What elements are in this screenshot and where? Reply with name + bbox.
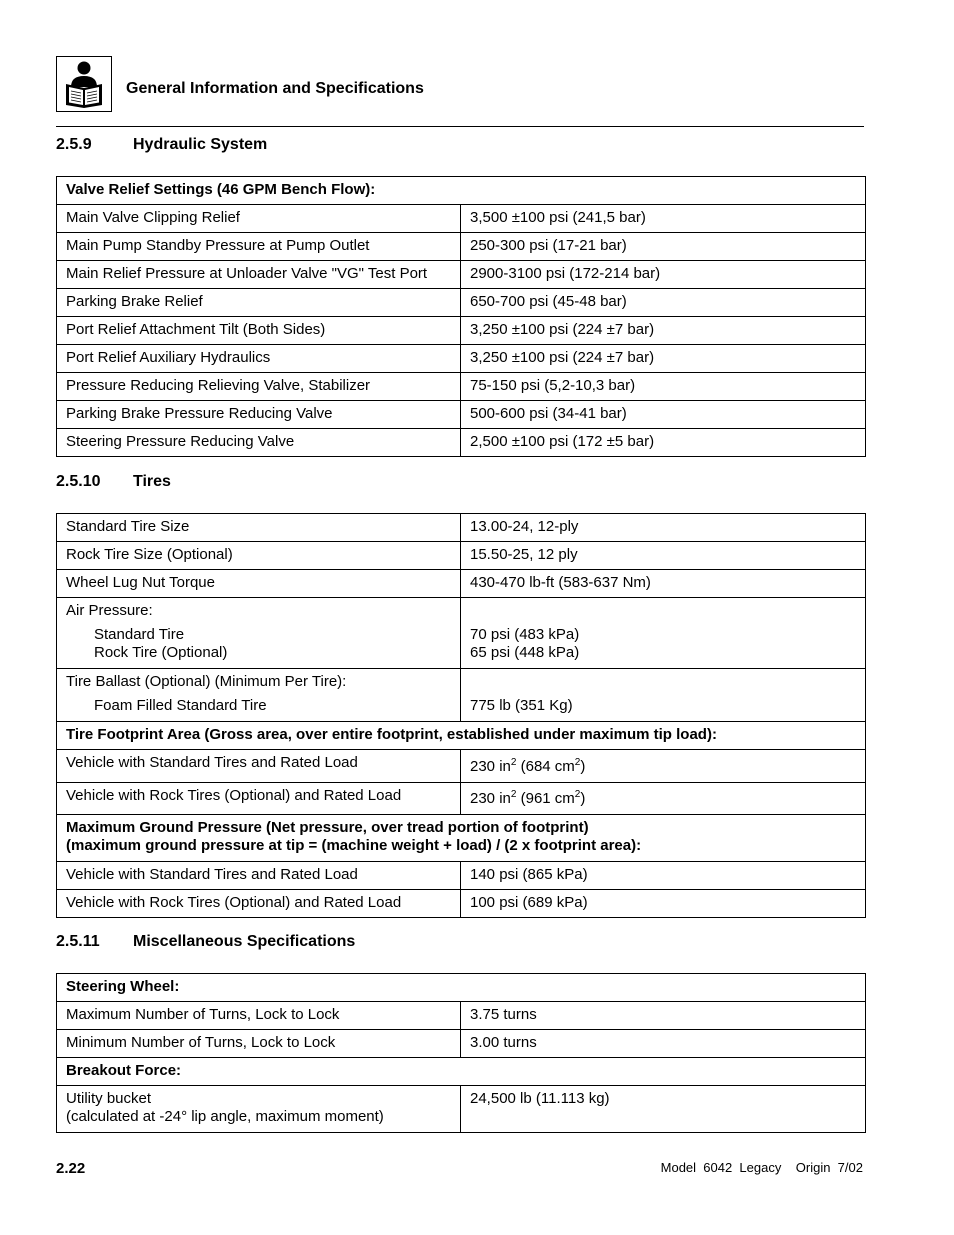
spec-label: Maximum Number of Turns, Lock to Lock — [57, 1002, 461, 1030]
table-heading-row — [57, 815, 866, 862]
value-part: ) — [580, 790, 586, 807]
spec-label: Utility bucket — [66, 1090, 152, 1107]
table-heading-row — [57, 1058, 866, 1086]
section-heading-hydraulic — [56, 136, 456, 156]
spec-value: 3.00 turns — [461, 1030, 866, 1058]
section-title: Hydraulic System — [133, 136, 268, 153]
table-title-row — [57, 177, 866, 205]
empty-line — [470, 602, 856, 626]
page-number: 2.22 — [56, 1160, 86, 1177]
section-number: 2.5.11 — [56, 933, 100, 950]
table-row — [57, 890, 866, 918]
spec-label: Vehicle with Standard Tires and Rated Load — [57, 862, 461, 890]
spec-label: Air Pressure: — [66, 602, 153, 619]
spec-label: Pressure Reducing Relieving Valve, Stabilizer — [57, 373, 461, 401]
table-row — [57, 862, 866, 890]
value-part: 230 in — [470, 758, 511, 775]
spec-value: 2,500 ±100 psi (172 ±5 bar) — [461, 429, 866, 457]
section-heading-tires — [56, 473, 456, 493]
superscript: 2 — [574, 757, 581, 768]
spec-label: Vehicle with Rock Tires (Optional) and Rated Load — [57, 890, 461, 918]
heading-line: Maximum Ground Pressure (Net pressure, over tread portion of footprint) — [66, 819, 589, 836]
table-row — [57, 1030, 866, 1058]
spec-label: Parking Brake Relief — [57, 289, 461, 317]
empty-line — [470, 673, 856, 697]
spec-label: Vehicle with Standard Tires and Rated Load — [57, 750, 461, 783]
heading-line: (maximum ground pressure at tip = (machine weight + load) / (2 x footprint area): — [66, 837, 642, 854]
spec-value: 3.75 turns — [461, 1002, 866, 1030]
value-part: (961 cm — [516, 790, 575, 807]
table-row — [57, 401, 866, 429]
table-heading-row — [57, 974, 866, 1002]
spec-value: 3,250 ±100 psi (224 ±7 bar) — [461, 345, 866, 373]
spec-label: Port Relief Attachment Tilt (Both Sides) — [57, 317, 461, 345]
table-title: Valve Relief Settings (46 GPM Bench Flow): — [57, 177, 866, 205]
footer-model-info: Model 6042 Legacy Origin 7/02 — [660, 1160, 863, 1175]
steering-heading: Steering Wheel: — [57, 974, 866, 1002]
table-row — [57, 429, 866, 457]
spec-label: Port Relief Auxiliary Hydraulics — [57, 345, 461, 373]
table-row — [57, 1002, 866, 1030]
ballast-labels — [57, 669, 461, 722]
spec-label: Wheel Lug Nut Torque — [57, 570, 461, 598]
breakout-heading: Breakout Force: — [57, 1058, 866, 1086]
spec-label: Minimum Number of Turns, Lock to Lock — [57, 1030, 461, 1058]
spec-value — [461, 783, 866, 815]
spec-label: Parking Brake Pressure Reducing Valve — [57, 401, 461, 429]
spec-value: 3,250 ±100 psi (224 ±7 bar) — [461, 317, 866, 345]
spec-value: 70 psi (483 kPa) — [470, 626, 580, 643]
spec-value: 65 psi (448 kPa) — [470, 644, 580, 661]
table-row — [57, 317, 866, 345]
ballast-values — [461, 669, 866, 722]
spec-label: Main Valve Clipping Relief — [57, 205, 461, 233]
section-title: Tires — [133, 473, 171, 490]
spec-value: 775 lb (351 Kg) — [470, 697, 573, 714]
table-row — [57, 669, 866, 722]
table-row — [57, 289, 866, 317]
table-heading-row — [57, 722, 866, 750]
misc-table — [56, 973, 866, 1133]
value-part: (684 cm — [516, 758, 575, 775]
air-pressure-labels — [57, 598, 461, 669]
air-pressure-values — [461, 598, 866, 669]
spec-sublabel: Rock Tire (Optional) — [94, 644, 228, 661]
spec-value: 2900-3100 psi (172-214 bar) — [461, 261, 866, 289]
spec-value — [461, 750, 866, 783]
spec-label-note: (calculated at -24° lip angle, maximum moment) — [66, 1108, 384, 1125]
spec-label: Main Pump Standby Pressure at Pump Outlet — [57, 233, 461, 261]
table-row — [57, 598, 866, 669]
superscript: 2 — [574, 789, 581, 800]
spec-label: Tire Ballast (Optional) (Minimum Per Tire): — [66, 673, 347, 690]
spec-label: Vehicle with Rock Tires (Optional) and Rated Load — [57, 783, 461, 815]
spec-value: 75-150 psi (5,2-10,3 bar) — [461, 373, 866, 401]
spec-value: 24,500 lb (11.113 kg) — [461, 1086, 866, 1133]
table-row — [57, 542, 866, 570]
spec-value: 13.00-24, 12-ply — [461, 514, 866, 542]
spec-value: 650-700 psi (45-48 bar) — [461, 289, 866, 317]
spec-label: Rock Tire Size (Optional) — [57, 542, 461, 570]
table-row — [57, 261, 866, 289]
superscript: 2 — [510, 789, 517, 800]
value-part: ) — [580, 758, 586, 775]
spec-label: Steering Pressure Reducing Valve — [57, 429, 461, 457]
footprint-heading: Tire Footprint Area (Gross area, over entire footprint, established under maximum tip load): — [57, 722, 866, 750]
spec-value: 15.50-25, 12 ply — [461, 542, 866, 570]
table-row — [57, 1086, 866, 1133]
table-row — [57, 783, 866, 815]
spec-value: 250-300 psi (17-21 bar) — [461, 233, 866, 261]
table-row — [57, 570, 866, 598]
tires-table — [56, 513, 866, 918]
section-heading-misc — [56, 933, 556, 953]
spec-value: 430-470 lb-ft (583-637 Nm) — [461, 570, 866, 598]
section-number: 2.5.10 — [56, 473, 101, 490]
header-divider — [56, 126, 864, 127]
superscript: 2 — [510, 757, 517, 768]
ground-pressure-heading — [57, 815, 866, 862]
spec-sublabel: Foam Filled Standard Tire — [94, 697, 267, 714]
table-row — [57, 205, 866, 233]
table-row — [57, 373, 866, 401]
spec-label: Main Relief Pressure at Unloader Valve "VG" Test Port — [57, 261, 461, 289]
value-part: 230 in — [470, 790, 511, 807]
table-row — [57, 750, 866, 783]
bucket-label — [57, 1086, 461, 1133]
spec-value: 500-600 psi (34-41 bar) — [461, 401, 866, 429]
spec-value: 3,500 ±100 psi (241,5 bar) — [461, 205, 866, 233]
page-header-title: General Information and Specifications — [126, 80, 424, 97]
spec-sublabel: Standard Tire — [94, 626, 185, 643]
table-row — [57, 514, 866, 542]
section-title: Miscellaneous Specifications — [133, 933, 356, 950]
table-row — [57, 345, 866, 373]
reading-manual-icon — [57, 57, 111, 111]
spec-label: Standard Tire Size — [57, 514, 461, 542]
section-number: 2.5.9 — [56, 136, 92, 153]
hydraulic-table — [56, 176, 866, 457]
header-logo — [56, 56, 112, 112]
spec-value: 100 psi (689 kPa) — [461, 890, 866, 918]
spec-value: 140 psi (865 kPa) — [461, 862, 866, 890]
table-row — [57, 233, 866, 261]
